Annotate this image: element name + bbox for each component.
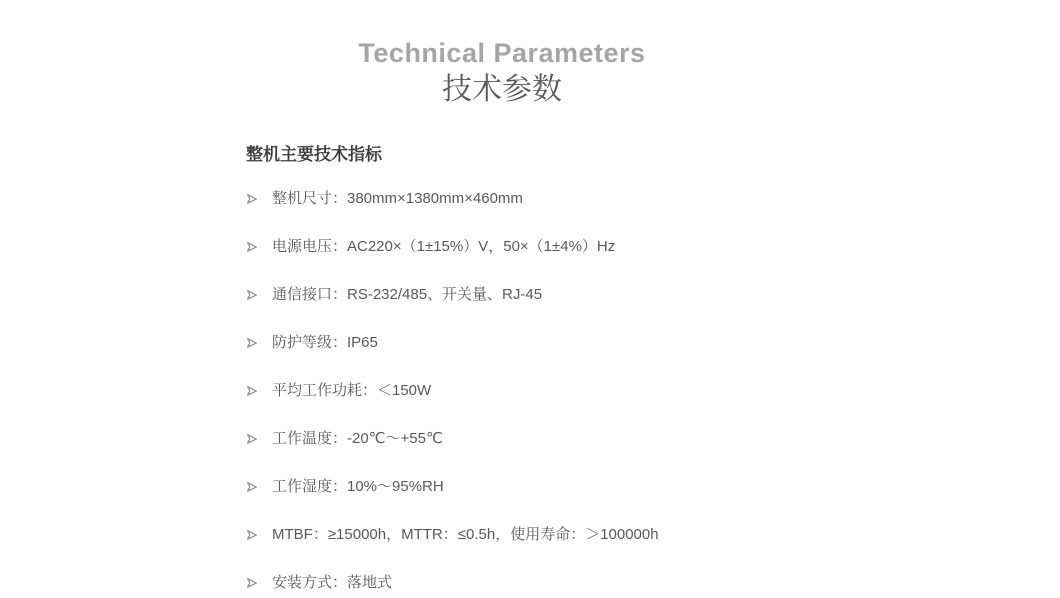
spec-item-text: 工作湿度：10%～95%RH <box>272 478 444 495</box>
arrowhead-bullet-icon <box>246 289 258 301</box>
arrowhead-bullet-icon <box>246 433 258 445</box>
spec-list-item <box>246 382 758 400</box>
spec-list-item <box>246 526 758 544</box>
spec-item-text: 防护等级：IP65 <box>272 334 378 351</box>
spec-list-item <box>246 334 758 352</box>
spec-item-text: 电源电压：AC220×（1±15%）V，50×（1±4%）Hz <box>272 238 616 255</box>
spec-item-text: 工作温度：-20℃～+55℃ <box>272 430 443 447</box>
spec-item-text: 通信接口：RS-232/485、开关量、RJ-45 <box>272 286 543 303</box>
page-title-english: Technical Parameters <box>358 38 646 68</box>
arrowhead-bullet-icon <box>246 577 258 589</box>
page-title-chinese: 技术参数 <box>442 73 562 106</box>
section-heading: 整机主要技术指标 <box>246 145 382 164</box>
arrowhead-bullet-icon <box>246 529 258 541</box>
spec-item-text: MTBF：≥15000h，MTTR：≤0.5h，使用寿命：＞100000h <box>272 526 659 543</box>
arrowhead-bullet-icon <box>246 481 258 493</box>
spec-list-item <box>246 238 758 256</box>
spec-item-text: 整机尺寸：380mm×1380mm×460mm <box>272 190 523 207</box>
spec-list-item <box>246 430 758 448</box>
arrowhead-bullet-icon <box>246 241 258 253</box>
content-column <box>246 0 758 598</box>
spec-list-item <box>246 574 758 592</box>
arrowhead-bullet-icon <box>246 385 258 397</box>
arrowhead-bullet-icon <box>246 337 258 349</box>
arrowhead-bullet-icon <box>246 193 258 205</box>
spec-item-text: 安装方式：落地式 <box>272 574 393 591</box>
spec-list-item <box>246 286 758 304</box>
spec-list-item <box>246 190 758 208</box>
spec-item-text: 平均工作功耗：＜150W <box>272 382 432 399</box>
spec-list-item <box>246 478 758 496</box>
spec-list <box>246 190 758 592</box>
